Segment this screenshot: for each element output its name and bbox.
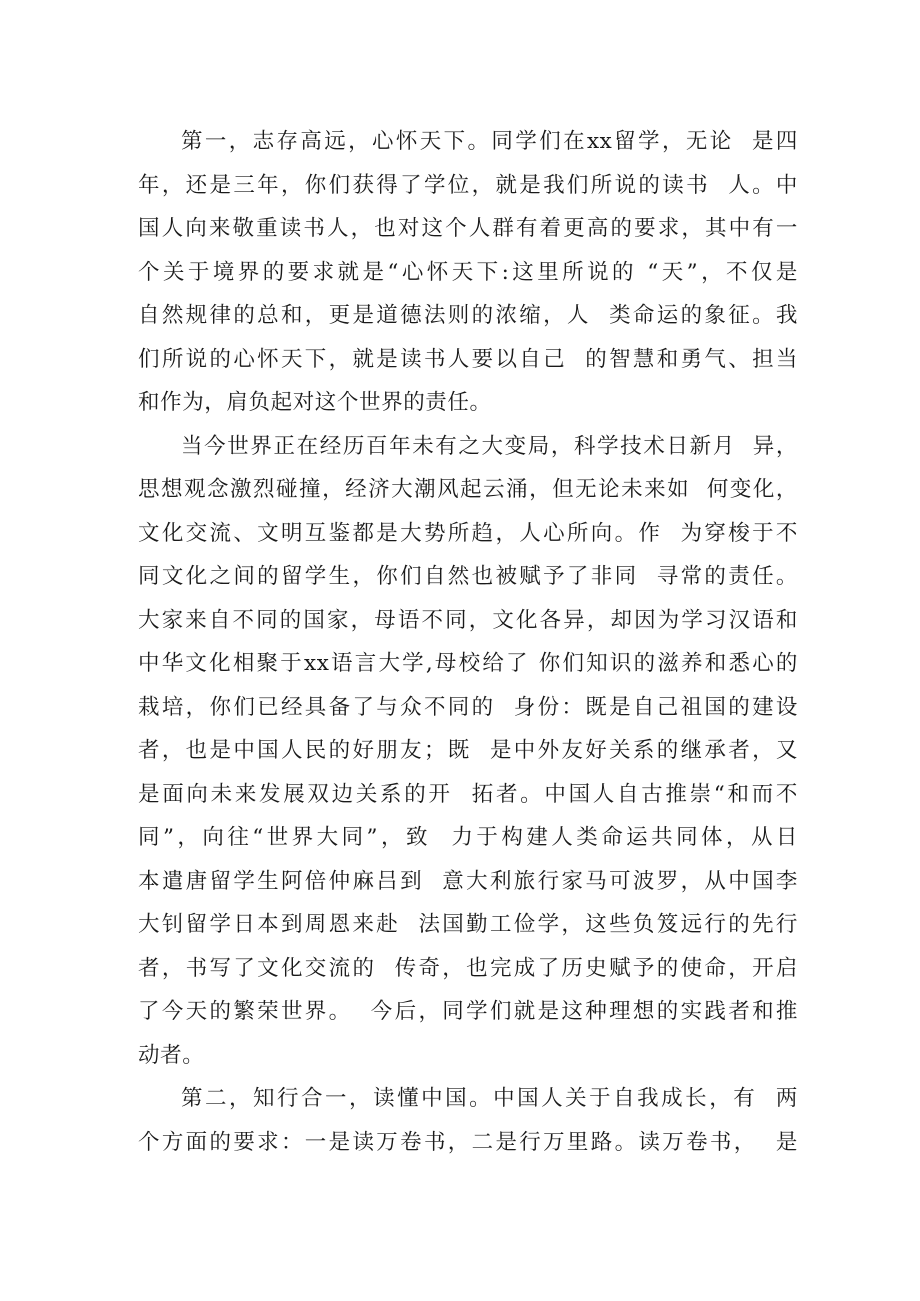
text-line: 个关于境界的要求就是“心怀天下:这里所说的 “天”，不仅是 <box>138 259 798 285</box>
text-line: 者，书写了文化交流的 传奇，也完成了历史赋予的使命，开启 <box>138 955 798 981</box>
text-line: 了今天的繁荣世界。 今后，同学们就是这种理想的实践者和推 <box>138 999 798 1024</box>
text-line: 同文化之间的留学生，你们自然也被赋予了非同 寻常的责任。 <box>138 564 798 589</box>
document-body <box>138 120 798 1164</box>
text-line: 第一，志存高远，心怀天下。同学们在xx留学，无论 是四 <box>181 129 798 154</box>
text-line: 第二，知行合一，读懂中国。中国人关于自我成长，有 两 <box>181 1086 798 1111</box>
text-line: 动者。 <box>138 1042 205 1068</box>
paragraph-1 <box>138 120 798 425</box>
text-line: 者，也是中国人民的好朋友；既 是中外友好关系的继承者，又 <box>138 738 798 763</box>
text-line: 中华文化相聚于xx语言大学,母校给了 你们知识的滋养和悉心的 <box>138 651 798 676</box>
text-line: 文化交流、文明互鉴都是大势所趋，人心所向。作 为穿梭于不 <box>138 520 798 546</box>
text-line: 年，还是三年，你们获得了学位，就是我们所说的读书 人。中 <box>138 172 798 198</box>
text-line: 同”，向往“世界大同”，致 力于构建人类命运共同体，从日 <box>138 825 798 850</box>
text-line: 和作为，肩负起对这个世界的责任。 <box>138 390 492 415</box>
text-line: 国人向来敬重读书人，也对这个人群有着更高的要求，其中有一 <box>138 216 798 241</box>
text-line: 大家来自不同的国家，母语不同，文化各异，却因为学习汉语和 <box>138 607 798 633</box>
text-line: 思想观念激烈碰撞，经济大潮风起云涌，但无论未来如 何变化， <box>138 477 798 502</box>
text-line: 个方面的要求：一是读万卷书，二是行万里路。读万卷书， 是 <box>138 1129 798 1155</box>
text-line: 自然规律的总和，更是道德法则的浓缩，人 类命运的象征。我 <box>138 303 798 328</box>
text-line: 大钊留学日本到周恩来赴 法国勤工俭学，这些负笈远行的先行 <box>138 912 798 937</box>
text-line: 栽培，你们已经具备了与众不同的 身份：既是自己祖国的建设 <box>138 694 798 720</box>
text-line: 是面向未来发展双边关系的开 拓者。中国人自古推崇“和而不 <box>138 781 798 807</box>
text-line: 们所说的心怀天下，就是读书人要以自己 的智慧和勇气、担当 <box>138 346 798 372</box>
paragraph-2 <box>138 425 798 1078</box>
paragraph-3 <box>138 1077 798 1164</box>
text-line: 本遣唐留学生阿倍仲麻吕到 意大利旅行家马可波罗，从中国李 <box>138 868 798 894</box>
text-line: 当今世界正在经历百年未有之大变局，科学技术日新月 异， <box>181 433 798 459</box>
